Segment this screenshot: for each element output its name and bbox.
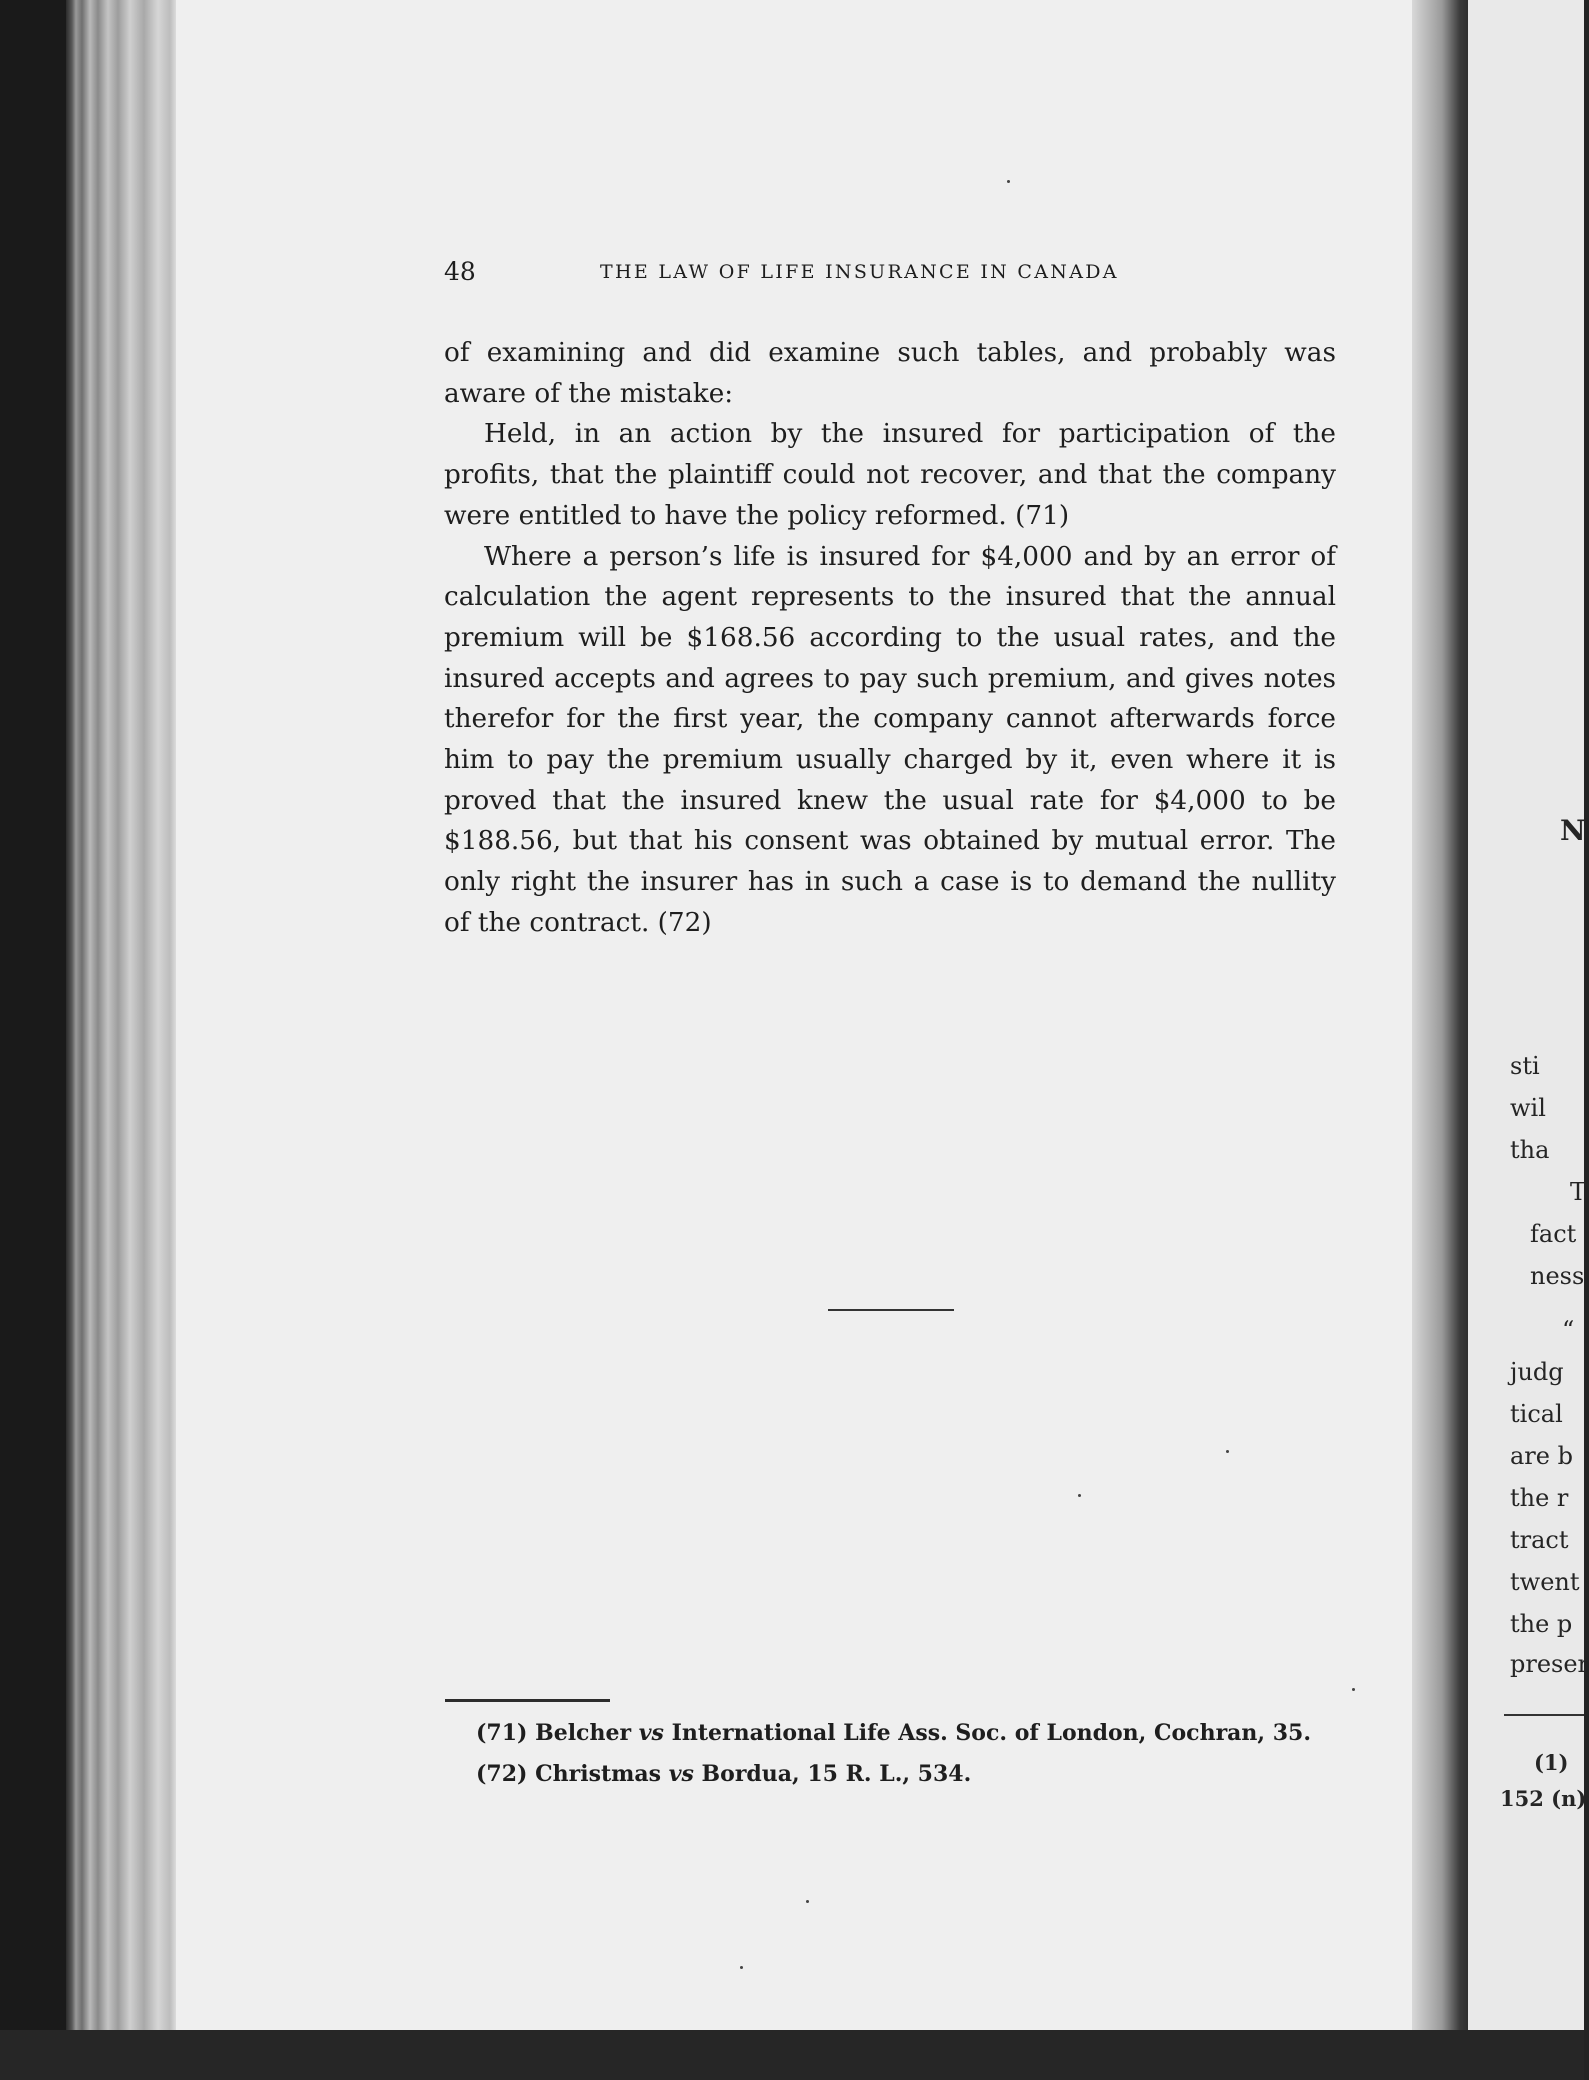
right-line: tical [1510,1400,1563,1428]
footnote-marker: (71) [476,1720,528,1746]
right-line: are b [1510,1442,1573,1470]
footnote-marker: (72) [476,1761,528,1787]
right-line: tract [1510,1526,1569,1554]
right-line: the r [1510,1484,1569,1512]
left-background [0,0,70,2080]
page-header [444,255,1336,295]
footnote-72 [444,1758,1336,1790]
right-footnote-marker: (1) [1534,1750,1569,1775]
right-footnote-fragment: 152 (n) [1500,1786,1587,1811]
case-citation: International Life Ass. Soc. of London, Cochran, 35. [671,1720,1312,1746]
right-line: “ [1562,1316,1575,1344]
scan-speck [806,1900,809,1903]
footnote-rule [445,1699,610,1702]
scan-speck [1226,1450,1229,1453]
case-citation: Bordua, 15 R. L., 534. [701,1761,972,1787]
page-edges [66,0,178,2030]
right-line: the p [1510,1610,1573,1638]
right-footnote-rule [1504,1714,1584,1716]
case-party: Belcher [535,1720,632,1746]
right-page [1468,0,1587,2030]
case-party: Christmas [535,1761,662,1787]
paragraph-2: Held, in an action by the insured for participation of the profits, that the plaintiff could not recover, and that the company were entitled to have the policy reformed. (71) [444,419,1336,531]
running-head: THE LAW OF LIFE INSURANCE IN CANADA [600,261,1119,283]
right-line: twent [1510,1568,1580,1596]
right-line: wil [1510,1094,1546,1122]
scan-speck [1007,180,1010,183]
bottom-background [0,2030,1584,2080]
book-gutter [1412,0,1472,2030]
page-number: 48 [444,257,476,286]
right-heading-fragment: N [1560,814,1586,847]
body-text [444,333,1336,944]
footnotes [444,1717,1336,1799]
paragraph-1: of examining and did examine such tables, and probably was aware of the mistake: [444,338,1336,409]
right-line: preser [1510,1650,1589,1678]
paragraph-3: Where a person’s life is insured for $4,000 and by an error of calculation the agent represents to the insured that the annual premium will be $168.56 according to the usual rates, and the insured accepts and agrees to pay such premium, and gives notes therefor for the first year, the company cannot afterwards force him to pay the premium usually charged by it, even where it is proved that the insured knew the usual rate for $4,000 to be $188.56, but that his consent was obtained by mutual error. The only right the insurer has in such a case is to demand the nullity of the contract. (72) [444,541,1336,938]
right-line: T [1570,1178,1587,1206]
right-line: judg [1510,1358,1564,1386]
scan-speck [740,1966,743,1969]
right-line: sti [1510,1052,1540,1080]
footnote-71 [444,1717,1336,1749]
scan-speck [1352,1688,1355,1691]
right-line: ness [1530,1262,1585,1290]
versus-label: vs [668,1761,694,1787]
section-divider [828,1309,954,1311]
scan-speck [1078,1494,1081,1497]
right-line: fact [1530,1220,1577,1248]
right-line: tha [1510,1136,1550,1164]
versus-label: vs [638,1720,664,1746]
